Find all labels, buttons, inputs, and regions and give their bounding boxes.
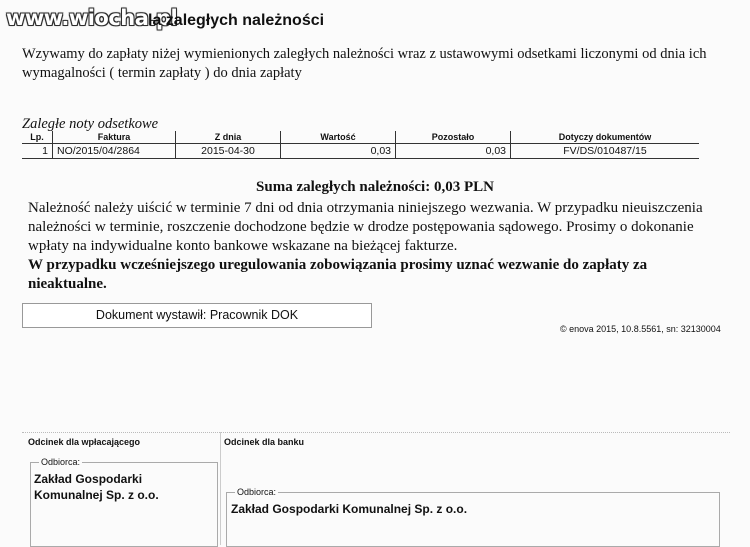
overdue-notes-table bbox=[22, 131, 699, 159]
slip-left-recipient-label: Odbiorca: bbox=[41, 457, 81, 467]
section-title: Zaległe noty odsetkowe bbox=[22, 116, 159, 132]
slip-right-recipient-label: Odbiorca: bbox=[237, 487, 277, 497]
cell-date: 2015-04-30 bbox=[176, 144, 281, 159]
notice-paragraph: W przypadku wcześniejszego uregulowania zobowiązania prosimy uznać wezwanie do zapłaty za nieaktualne. bbox=[28, 257, 648, 292]
issued-by-box: Dokument wystawił: Pracownik DOK bbox=[22, 303, 372, 328]
intro-paragraph: Wzywamy do zapłaty niżej wymienionych zaległych należności wraz z ustawowymi odsetkami liczonymi od dnia ich wymagalności ( termin zapłaty ) do dnia zapłaty bbox=[22, 46, 707, 81]
slip-divider bbox=[22, 432, 730, 433]
col-header-lp: Lp. bbox=[22, 131, 53, 144]
cell-lp: 1 bbox=[22, 144, 53, 159]
watermark-logo: www.wiocha.pl bbox=[6, 6, 178, 30]
table-header-row bbox=[22, 131, 699, 144]
slip-right-recipient: Zakład Gospodarki Komunalnej Sp. z o.o. bbox=[231, 502, 468, 516]
cell-documents: FV/DS/010487/15 bbox=[511, 144, 700, 159]
col-header-documents: Dotyczy dokumentów bbox=[511, 131, 700, 144]
slip-right-recipient-box bbox=[226, 487, 720, 547]
col-header-invoice: Faktura bbox=[53, 131, 176, 144]
document-title: la zaległych należności bbox=[148, 12, 325, 29]
slip-vertical-divider bbox=[220, 432, 221, 545]
cell-remaining: 0,03 bbox=[396, 144, 511, 159]
slip-left-recipient: Zakład Gospodarki Komunalnej Sp. z o.o. bbox=[34, 472, 159, 502]
slip-left-label: Odcinek dla wpłacającego bbox=[28, 437, 141, 447]
cell-value: 0,03 bbox=[281, 144, 396, 159]
summary-total: Suma zaległych należności: 0,03 PLN bbox=[256, 179, 494, 195]
table-row bbox=[22, 144, 699, 159]
col-header-remaining: Pozostało bbox=[396, 131, 511, 144]
payment-terms-paragraph: Należność należy uiścić w terminie 7 dni od dnia otrzymania niniejszego wezwania. W przypadku nieuiszczenia należności w terminie, roszczenie dochodzone będzie w drodze postępowania sądowego. Prosimy o dokonanie wpłaty na indywidualne konto bankowe wskazane na bieżącej fakturze. bbox=[28, 200, 703, 254]
col-header-value: Wartość bbox=[281, 131, 396, 144]
slip-left-recipient-box bbox=[30, 457, 218, 547]
footer-note: © enova 2015, 10.8.5561, sn: 32130004 bbox=[560, 324, 721, 334]
slip-right-label: Odcinek dla banku bbox=[224, 437, 305, 447]
cell-invoice: NO/2015/04/2864 bbox=[53, 144, 176, 159]
col-header-date: Z dnia bbox=[176, 131, 281, 144]
